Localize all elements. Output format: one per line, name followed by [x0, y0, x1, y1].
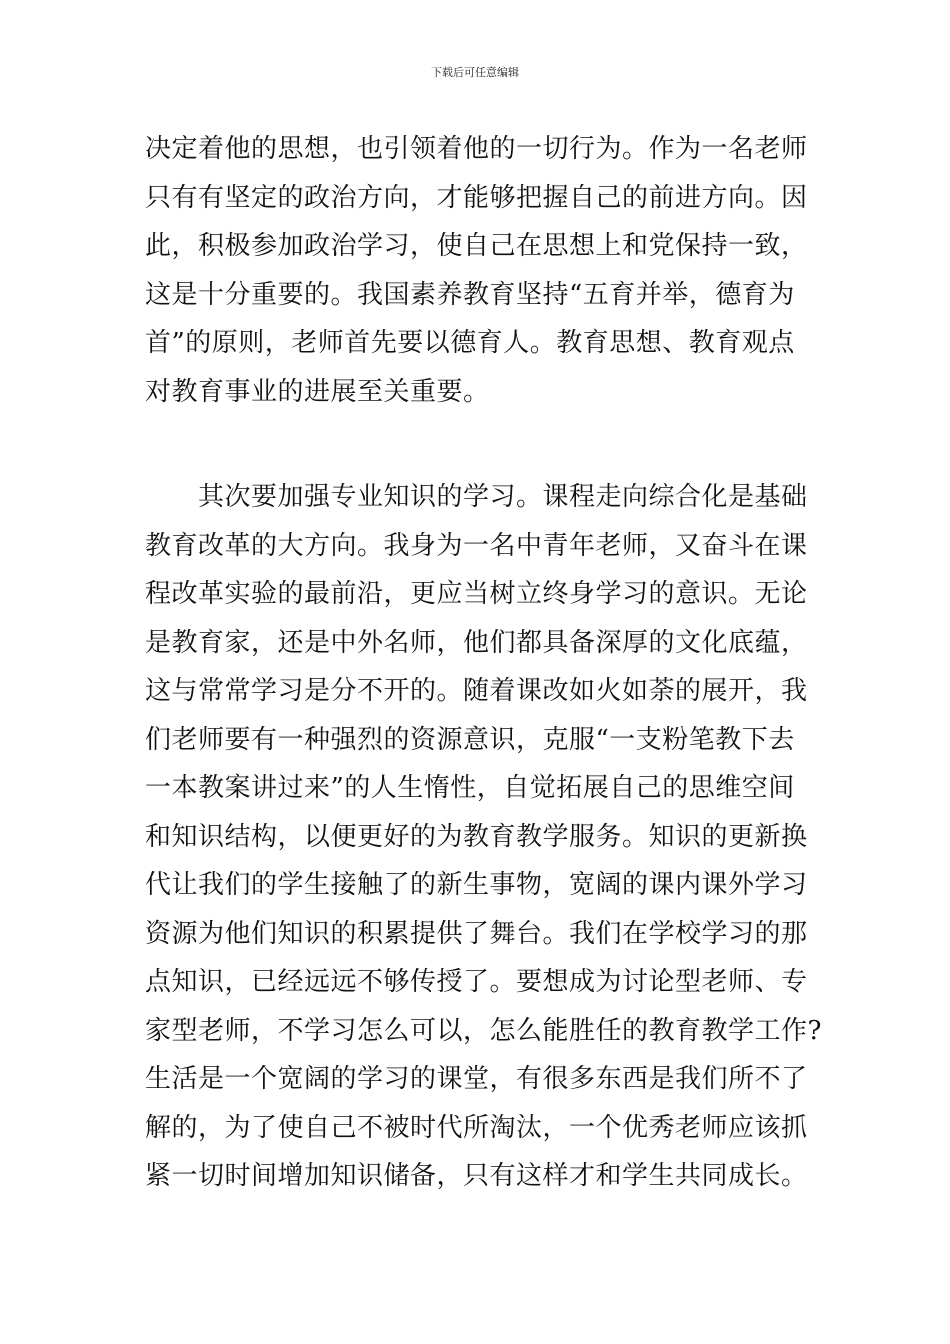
paragraph-line: 紧一切时间增加知识储备，只有这样才和学生共同成长。: [145, 1161, 808, 1191]
paragraph-line: 决定着他的思想，也引领着他的一切行为。作为一名老师: [145, 134, 808, 164]
paragraph-line: 其次要加强专业知识的学习。课程走向综合化是基础: [145, 482, 808, 512]
paragraph-line: 点知识，已经远远不够传授了。要想成为讨论型老师、专: [145, 967, 808, 997]
paragraph-line: 生活是一个宽阔的学习的课堂，有很多东西是我们所不了: [145, 1064, 808, 1094]
paragraph-line: 们老师要有一种强烈的资源意识，克服“一支粉笔教下去: [145, 724, 795, 755]
paragraph-line: 一本教案讲过来”的人生惰性，自觉拓展自己的思维空间: [145, 773, 795, 803]
paragraph-line: 和知识结构，以便更好的为教育教学服务。知识的更新换: [145, 821, 808, 852]
page-header: 下载后可任意编辑: [431, 66, 519, 79]
paragraph-line: 对教育事业的进展至关重要。: [145, 376, 490, 407]
paragraph-line: 此，积极参加政治学习，使自己在思想上和党保持一致，: [145, 231, 808, 261]
paragraph-line: 只有有坚定的政治方向，才能够把握自己的前进方向。因: [145, 182, 808, 213]
paragraph-line: 这是十分重要的。我国素养教育坚持“五育并举，德育为: [145, 279, 795, 310]
paragraph-1: [145, 125, 807, 416]
paragraph-line: 解的，为了使自己不被时代所淘汰，一个优秀老师应该抓: [145, 1112, 808, 1143]
paragraph-2: [145, 473, 822, 1201]
paragraph-line: 这与常常学习是分不开的。随着课改如火如荼的展开，我: [145, 676, 808, 706]
paragraph-line: 首”的原则，老师首先要以德育人。教育思想、教育观点: [145, 328, 795, 358]
paragraph-line: 教育改革的大方向。我身为一名中青年老师，又奋斗在课: [145, 530, 808, 561]
paragraph-line: 家型老师，不学习怎么可以，怎么能胜任的教育教学工作?: [145, 1015, 822, 1046]
paragraph-line: 代让我们的学生接触了的新生事物，宽阔的课内课外学习: [145, 870, 808, 900]
paragraph-line: 是教育家，还是中外名师，他们都具备深厚的文化底蕴，: [145, 627, 808, 658]
paragraph-line: 资源为他们知识的积累提供了舞台。我们在学校学习的那: [145, 918, 808, 949]
paragraph-line: 程改革实验的最前沿，更应当树立终身学习的意识。无论: [145, 579, 808, 609]
